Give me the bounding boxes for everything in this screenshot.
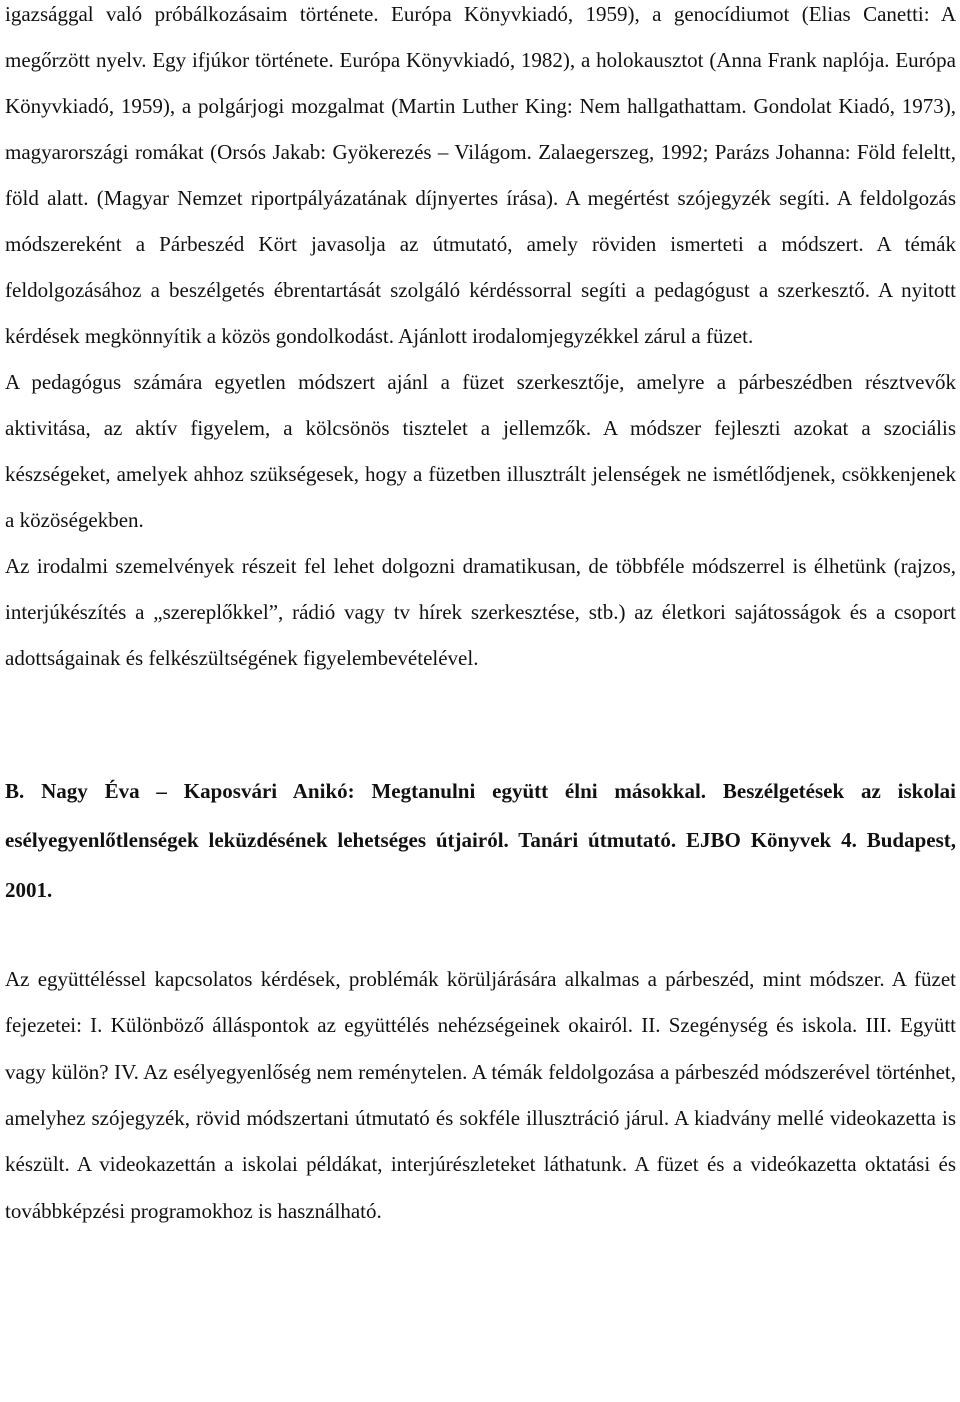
paragraph-book-description: Az együttéléssel kapcsolatos kérdések, problémák körüljárására alkalmas a párbeszéd, mint módszer. A füzet fejezetei: I. Különböző álláspontok az együttélés nehézségeinek okairól. II. Szegénység és iskola. III. Együtt vagy külön? IV. Az esélyegyenlőség nem reménytelen. A témák feldolgozása a párbeszéd módszerével történhet, amelyhez szójegyzék, rövid módszertani útmutató és sokféle illusztráció járul. A kiadvány mellé videokazetta is készült. A videokazettán a iskolai példákat, interjúrészleteket láthatunk. A füzet és a videókazetta oktatási és továbbképzési programokhoz is használható. [5,967,956,1223]
paragraph-literary-excerpts: Az irodalmi szemelvények részeit fel lehet dolgozni dramatikusan, de többféle módszerrel is élhetünk (rajzos, interjúkészítés a „szereplőkkel”, rádió vagy tv hírek szerkesztése, stb.) az életkori sajátosságok és a csoport adottságainak és felkészültségének figyelembevételével. [5,554,956,671]
book-reference-heading: B. Nagy Éva – Kaposvári Anikó: Megtanulni együtt élni másokkal. Beszélgetések az iskolai esélyegyenlőtlenségek leküzdésének lehetséges útjairól. Tanári útmutató. EJBO Könyvek 4. Budapest, 2001. [5,778,956,902]
paragraph-book-topics: igazsággal való próbálkozásaim története. Európa Könyvkiadó, 1959), a genocídiumot (Elias Canetti: A megőrzött nyelv. Egy ifjúkor története. Európa Könyvkiadó, 1982), a holokausztot (Anna Frank naplója. Európa Könyvkiadó, 1959), a polgárjogi mozgalmat (Martin Luther King: Nem hallgathattam. Gondolat Kiadó, 1973), magyarországi romákat (Orsós Jakab: Gyökerezés – Világom. Zalaegerszeg, 1992; Parázs Johanna: Föld feleltt, föld alatt. (Magyar Nemzet riportpályázatának díjnyertes írása). A megértést szójegyzék segíti. A feldolgozás módszereként a Párbeszéd Kört javasolja az útmutató, amely röviden ismerteti a módszert. A témák feldolgozásához a beszélgetés ébrentartását szolgáló kérdéssorral segíti a pedagógust a szerkesztő. A nyitott kérdések megkönnyítik a közös gondolkodást. Ajánlott irodalomjegyzékkel zárul a füzet. [5,2,956,348]
paragraph-teacher-method: A pedagógus számára egyetlen módszert ajánl a füzet szerkesztője, amelyre a párbeszédben résztvevők aktivitása, az aktív figyelem, a kölcsönös tisztelet a jellemzők. A módszer fejleszti azokat a szociális készségeket, amelyek ahhoz szükségesek, hogy a füzetben illusztrált jelenségek ne ismétlődjenek, csökkenjenek a közöségekben. [5,370,956,532]
